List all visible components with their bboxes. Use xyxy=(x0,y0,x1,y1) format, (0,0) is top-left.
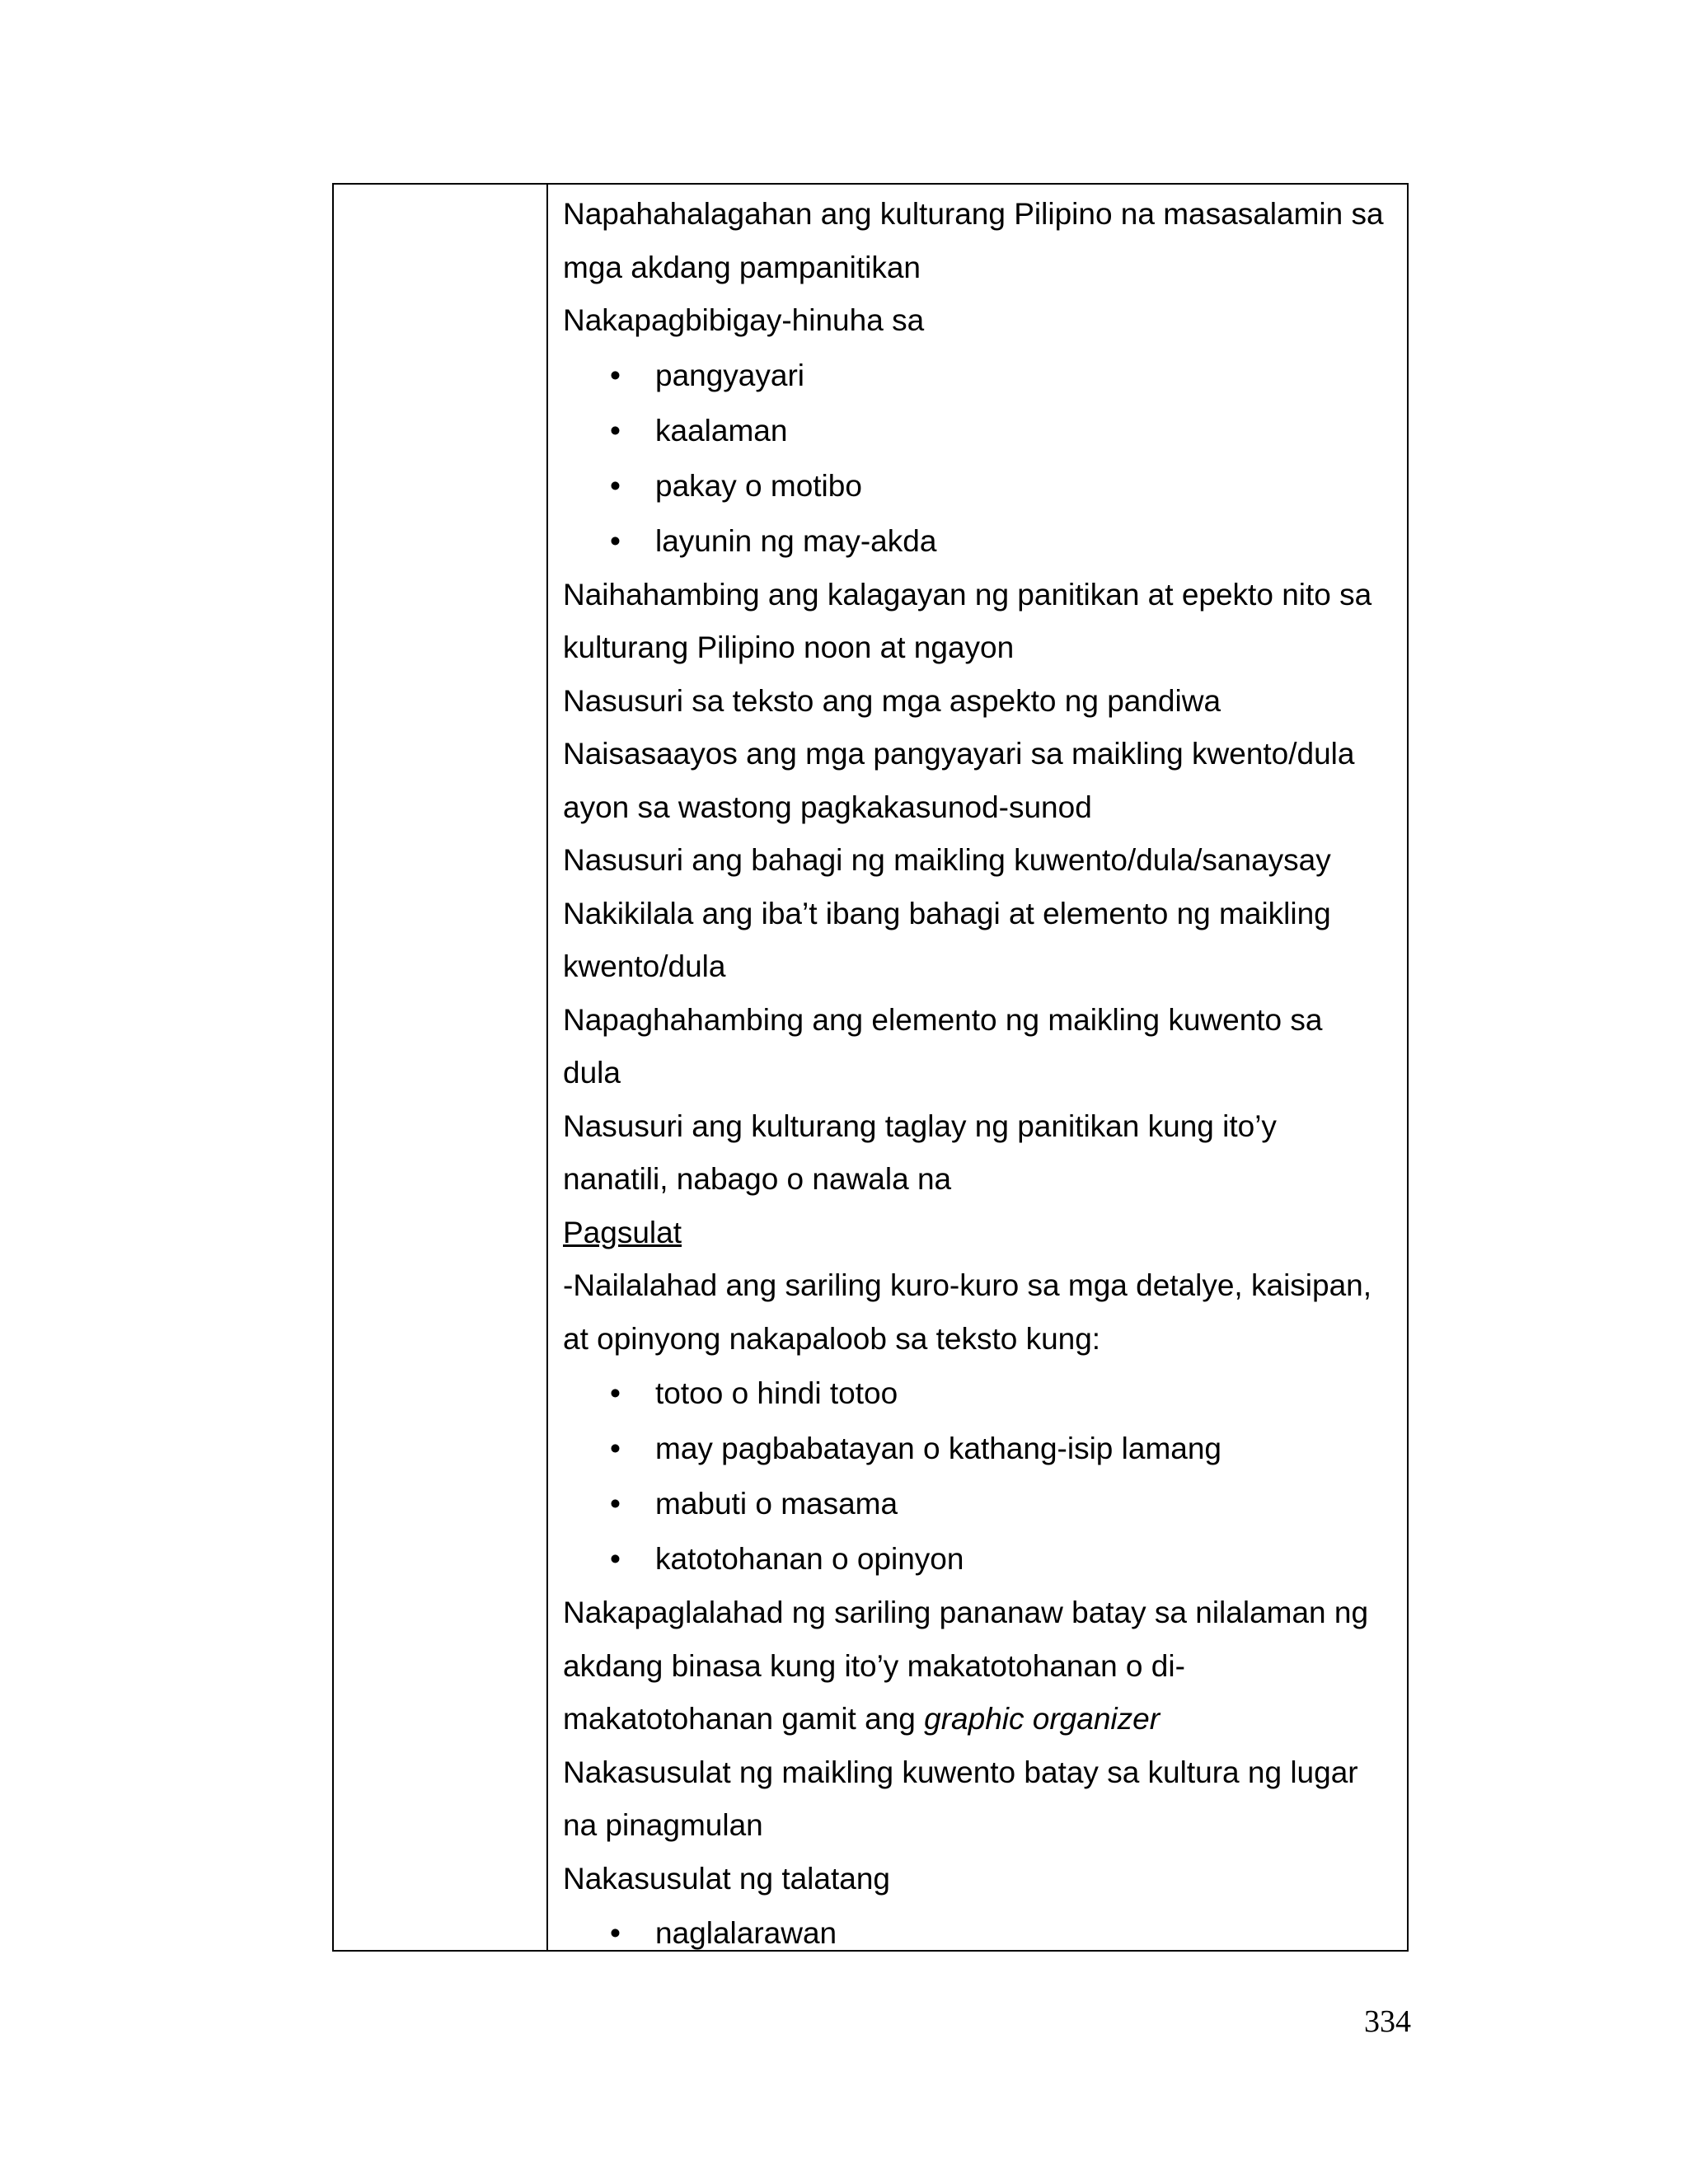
text-line: Naihahambing ang kalagayan ng panitikan at epekto nito sa xyxy=(563,577,1372,612)
text-line: -Nailalahad ang sariling kuro-kuro sa mga detalye, kaisipan, xyxy=(563,1268,1372,1302)
table-left-column xyxy=(334,185,548,1950)
bullet-icon: • xyxy=(610,468,621,503)
text-line: Nasusuri sa teksto ang mga aspekto ng pandiwa xyxy=(563,683,1221,718)
text-line: Nakasusulat ng talatang xyxy=(563,1861,890,1896)
text-line: kwento/dula xyxy=(563,949,726,983)
text-line: akdang binasa kung ito’y makatotohanan o di- xyxy=(563,1648,1185,1683)
table-right-column xyxy=(548,185,1407,1950)
bullet-icon: • xyxy=(610,1376,621,1410)
text-line: Nakasusulat ng maikling kuwento batay sa kultura ng lugar xyxy=(563,1755,1358,1789)
bullet-icon: • xyxy=(610,1432,621,1465)
page-number: 334 xyxy=(1364,2004,1411,2039)
text-line: mga akdang pampanitikan xyxy=(563,250,921,284)
section-heading: Pagsulat xyxy=(563,1215,682,1249)
text-line: makatotohanan gamit ang graphic organizer xyxy=(563,1702,1160,1736)
content-table xyxy=(332,183,1409,1952)
bullet-icon: • xyxy=(610,358,621,392)
text-line: Naisasaayos ang mga pangyayari sa maikling kwento/dula xyxy=(563,737,1355,771)
text-line: Napaghahambing ang elemento ng maikling kuwento sa xyxy=(563,1002,1323,1037)
bullet-item: • naglalarawan xyxy=(563,1905,1399,1950)
bullet-item: • pakay o motibo xyxy=(563,458,1399,513)
bullet-item: • kaalaman xyxy=(563,403,1399,458)
text-line: ayon sa wastong pagkakasunod-sunod xyxy=(563,790,1092,824)
bullet-icon: • xyxy=(610,1487,621,1521)
bullet-item: • mabuti o masama xyxy=(563,1476,1399,1531)
text-line: Nasusuri ang kulturang taglay ng panitikan kung ito’y xyxy=(563,1108,1277,1143)
text-line: Nakikilala ang iba’t ibang bahagi at elemento ng maikling xyxy=(563,896,1331,930)
text-line: dula xyxy=(563,1056,621,1090)
bullet-item: • layunin ng may-akda xyxy=(563,513,1399,569)
bullet-icon: • xyxy=(610,413,621,448)
bullet-icon: • xyxy=(610,1542,621,1576)
text-line: at opinyong nakapaloob sa teksto kung: xyxy=(563,1321,1101,1356)
text-line: Nakapaglalahad ng sariling pananaw batay sa nilalaman ng xyxy=(563,1596,1369,1629)
bullet-icon: • xyxy=(610,1916,621,1950)
text-line: na pinagmulan xyxy=(563,1808,763,1842)
bullet-item: • katotohanan o opinyon xyxy=(563,1531,1399,1586)
bullet-item: • pangyayari xyxy=(563,348,1399,403)
bullet-icon: • xyxy=(610,523,621,558)
bullet-item: • totoo o hindi totoo xyxy=(563,1366,1399,1421)
text-line: nanatili, nabago o nawala na xyxy=(563,1162,952,1196)
text-line: Nasusuri ang bahagi ng maikling kuwento/dula/sanaysay xyxy=(563,843,1331,877)
bullet-item: • may pagbabatayan o kathang-isip lamang xyxy=(563,1421,1399,1476)
text-line: Nakapagbibigay-hinuha sa xyxy=(563,303,925,337)
text-line: kulturang Pilipino noon at ngayon xyxy=(563,630,1015,664)
text-line: Napahahalagahan ang kulturang Pilipino na masasalamin sa xyxy=(563,197,1384,231)
